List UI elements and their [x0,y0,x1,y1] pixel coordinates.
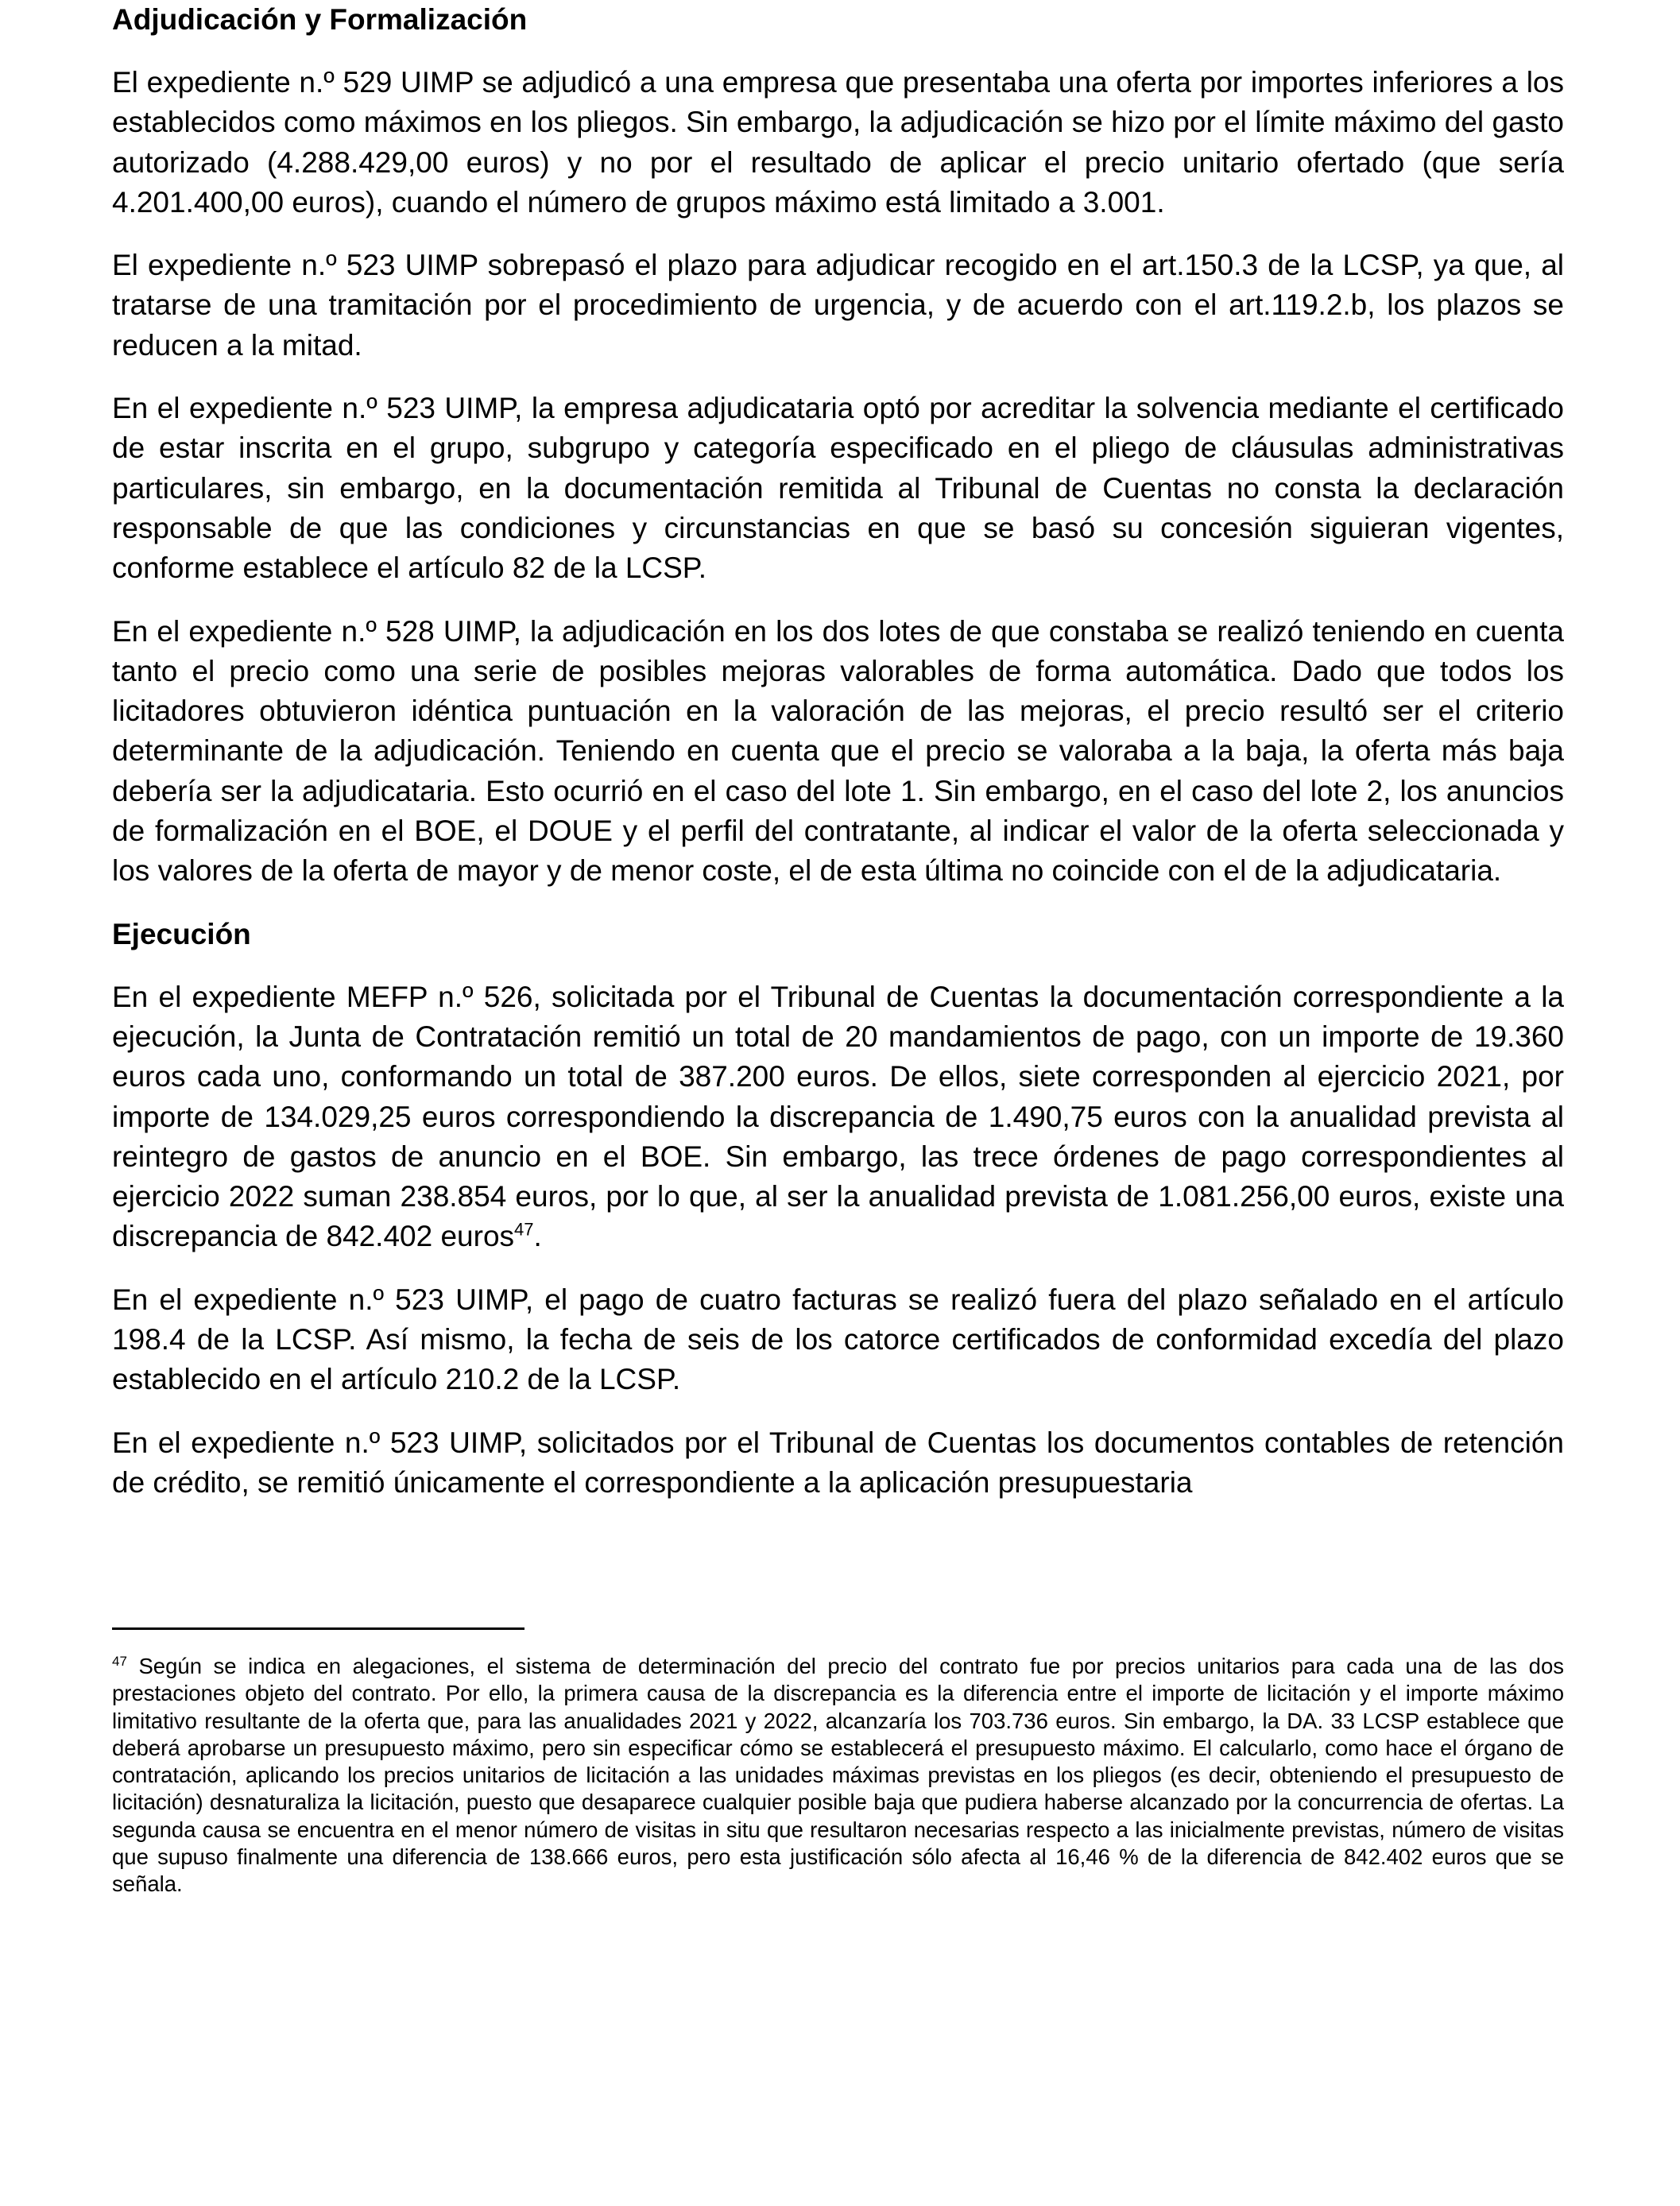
paragraph-with-footnote [112,977,1564,1257]
paragraph-end: . [533,1220,542,1253]
paragraph: En el expediente n.º 528 UIMP, la adjudicación en los dos lotes de que constaba se realizó teniendo en cuenta tanto el precio como una serie de posibles mejoras valorables de forma automática. Dado que todos los licitadores obtuvieron idéntica puntuación en la valoración de las mejoras, el precio resultó ser el criterio determinante de la adjudicación. Teniendo en cuenta que el precio se valoraba a la baja, la oferta más baja debería ser la adjudicataria. Esto ocurrió en el caso del lote 1. Sin embargo, en el caso del lote 2, los anuncios de formalización en el BOE, el DOUE y el perfil del contratante, al indicar el valor de la oferta seleccionada y los valores de la oferta de mayor y de menor coste, el de esta última no coincide con el de la adjudicataria. [112,614,1564,888]
footnote-reference[interactable]: 47 [514,1220,534,1240]
paragraph: El expediente n.º 523 UIMP sobrepasó el plazo para adjudicar recogido en el art.150.3 de la LCSP, ya que, al tratarse de una tramitación por el procedimiento de urgencia, y de acuerdo con el art.119.2.b, los plazos se reducen a la mitad. [112,249,1564,362]
section-heading-adjudicacion: Adjudicación y Formalización [112,3,528,36]
footnote-separator [112,1627,525,1630]
paragraph: En el expediente n.º 523 UIMP, solicitados por el Tribunal de Cuentas los documentos contables de retención de crédito, se remitió únicamente el correspondiente a la aplicación presupuestaria [112,1426,1564,1499]
paragraph-text: En el expediente MEFP n.º 526, solicitada por el Tribunal de Cuentas la documentación correspondiente a la ejecución, la Junta de Contratación remitió un total de 20 mandamientos de pago, con un importe de 19.360 euros cada uno, conformando un total de 387.200 euros. De ellos, siete corresponden al ejercicio 2021, por importe de 134.029,25 euros correspondiendo la discrepancia de 1.490,75 euros con la anualidad prevista al reintegro de gastos de anuncio en el BOE. Sin embargo, las trece órdenes de pago correspondientes al ejercicio 2022 suman 238.854 euros, por lo que, al ser la anualidad prevista de 1.081.256,00 euros, existe una discrepancia de 842.402 euros [112,980,1564,1253]
footnote-number: 47 [112,1653,127,1669]
footnote [112,1653,1564,1898]
paragraph: En el expediente n.º 523 UIMP, la empresa adjudicataria optó por acreditar la solvencia mediante el certificado de estar inscrita en el grupo, subgrupo y categoría especificado en el pliego de cláusulas administrativas particulares, sin embargo, en la documentación remitida al Tribunal de Cuentas no consta la declaración responsable de que las condiciones y circunstancias en que se basó su concesión siguieran vigentes, conforme establece el artículo 82 de la LCSP. [112,392,1564,585]
section-heading-ejecucion: Ejecución [112,917,251,950]
paragraph: En el expediente n.º 523 UIMP, el pago de cuatro facturas se realizó fuera del plazo señalado en el artículo 198.4 de la LCSP. Así mismo, la fecha de seis de los catorce certificados de conformidad excedía del plazo establecido en el artículo 210.2 de la LCSP. [112,1283,1564,1396]
document-body [112,0,1564,1526]
footnote-text: Según se indica en alegaciones, el sistema de determinación del precio del contrato fue por precios unitarios para cada una de las dos prestaciones objeto del contrato. Por ello, la primera causa de la discrepancia es la diferencia entre el importe de licitación y el importe máximo limitativo resultante de la oferta que, para las anualidades 2021 y 2022, alcanzaría los 703.736 euros. Sin embargo, la DA. 33 LCSP establece que deberá aprobarse un presupuesto máximo, pero sin especificar cómo se establecerá el presupuesto máximo. El calcularlo, como hace el órgano de contratación, aplicando los precios unitarios de licitación a las unidades máximas previstas en los pliegos (es decir, obteniendo el presupuesto de licitación) desnaturaliza la licitación, puesto que desaparece cualquier posible baja que pudiera haberse alcanzado por la concurrencia de ofertas. La segunda causa se encuentra en el menor número de visitas in situ que resultaron necesarias respecto a las inicialmente previstas, número de visitas que supuso finalmente una diferencia de 138.666 euros, pero esta justificación sólo afecta al 16,46 % de la diferencia de 842.402 euros que se señala. [112,1654,1565,1897]
paragraph: El expediente n.º 529 UIMP se adjudicó a una empresa que presentaba una oferta por importes inferiores a los establecidos como máximos en los pliegos. Sin embargo, la adjudicación se hizo por el límite máximo del gasto autorizado (4.288.429,00 euros) y no por el resultado de aplicar el precio unitario ofertado (que sería 4.201.400,00 euros), cuando el número de grupos máximo está limitado a 3.001. [112,66,1564,219]
